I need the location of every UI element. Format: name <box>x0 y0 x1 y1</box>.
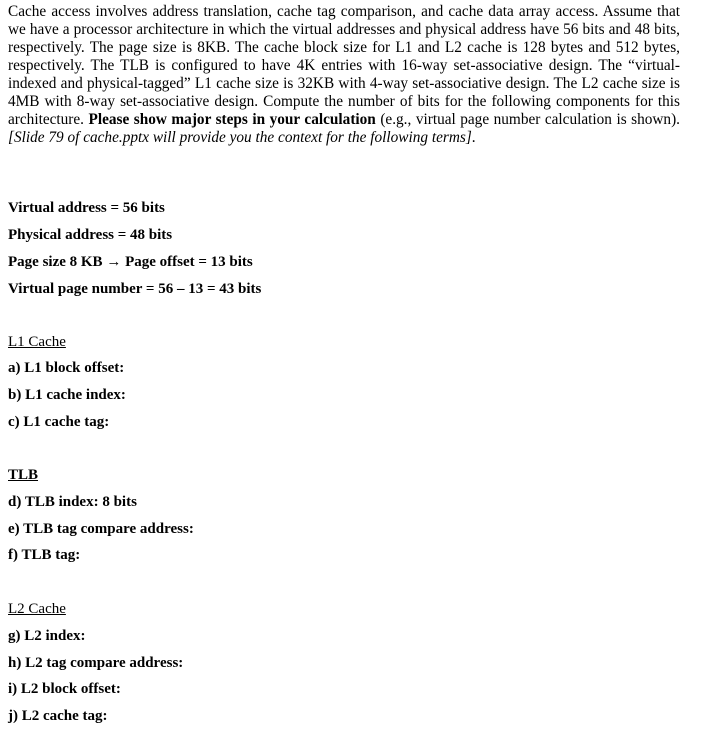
problem-italic-note: [Slide 79 of cache.pptx will provide you the context for the following terms] <box>8 129 472 146</box>
l1-cache-index-question: b) L1 cache index: <box>8 387 126 403</box>
tlb-heading: TLB <box>8 467 39 483</box>
l2-tag-compare-question: h) L2 tag compare address: <box>8 655 184 671</box>
l1-cache-heading: L1 Cache <box>8 334 66 350</box>
problem-text: Cache access involves address translation, cache tag comparison, and cache data array access. Assume that we have a processor architecture in which the virtual addresses and physical address have 56 bits and 48 bits, respectively. The page size is 8KB. The cache block size for L1 and L2 cache is 128 bytes and 512 bytes, respectively. The TLB is configured to have 4K entries with 16-way set-associative design. The “virtual-indexed and physical-tagged” L1 cache size is 32KB with 4-way set-associative design. The L2 cache size is 4MB with 8-way set-associative design. Compute the number of bits for the following components for this architecture. <box>8 3 680 128</box>
problem-statement <box>8 3 680 147</box>
virtual-page-number-line: Virtual page number = 56 – 13 = 43 bits <box>8 281 262 297</box>
l1-block-offset-question: a) L1 block offset: <box>8 360 125 376</box>
l1-cache-tag-question: c) L1 cache tag: <box>8 414 110 430</box>
tlb-tag-compare-question: e) TLB tag compare address: <box>8 521 194 537</box>
problem-example: (e.g., virtual page number calculation is shown). <box>375 111 681 128</box>
physical-address-line: Physical address = 48 bits <box>8 227 173 243</box>
l2-cache-heading: L2 Cache <box>8 601 66 617</box>
problem-end: . <box>471 129 476 146</box>
virtual-address-line: Virtual address = 56 bits <box>8 200 165 216</box>
tlb-tag-question: f) TLB tag: <box>8 547 81 563</box>
l2-cache-tag-question: j) L2 cache tag: <box>8 708 108 724</box>
l2-index-question: g) L2 index: <box>8 628 86 644</box>
tlb-index-question: d) TLB index: 8 bits <box>8 494 137 510</box>
l2-block-offset-question: i) L2 block offset: <box>8 681 121 697</box>
problem-bold-instruction: Please show major steps in your calculation <box>88 111 376 128</box>
page-size-line: Page size 8 KB → Page offset = 13 bits <box>8 254 253 270</box>
